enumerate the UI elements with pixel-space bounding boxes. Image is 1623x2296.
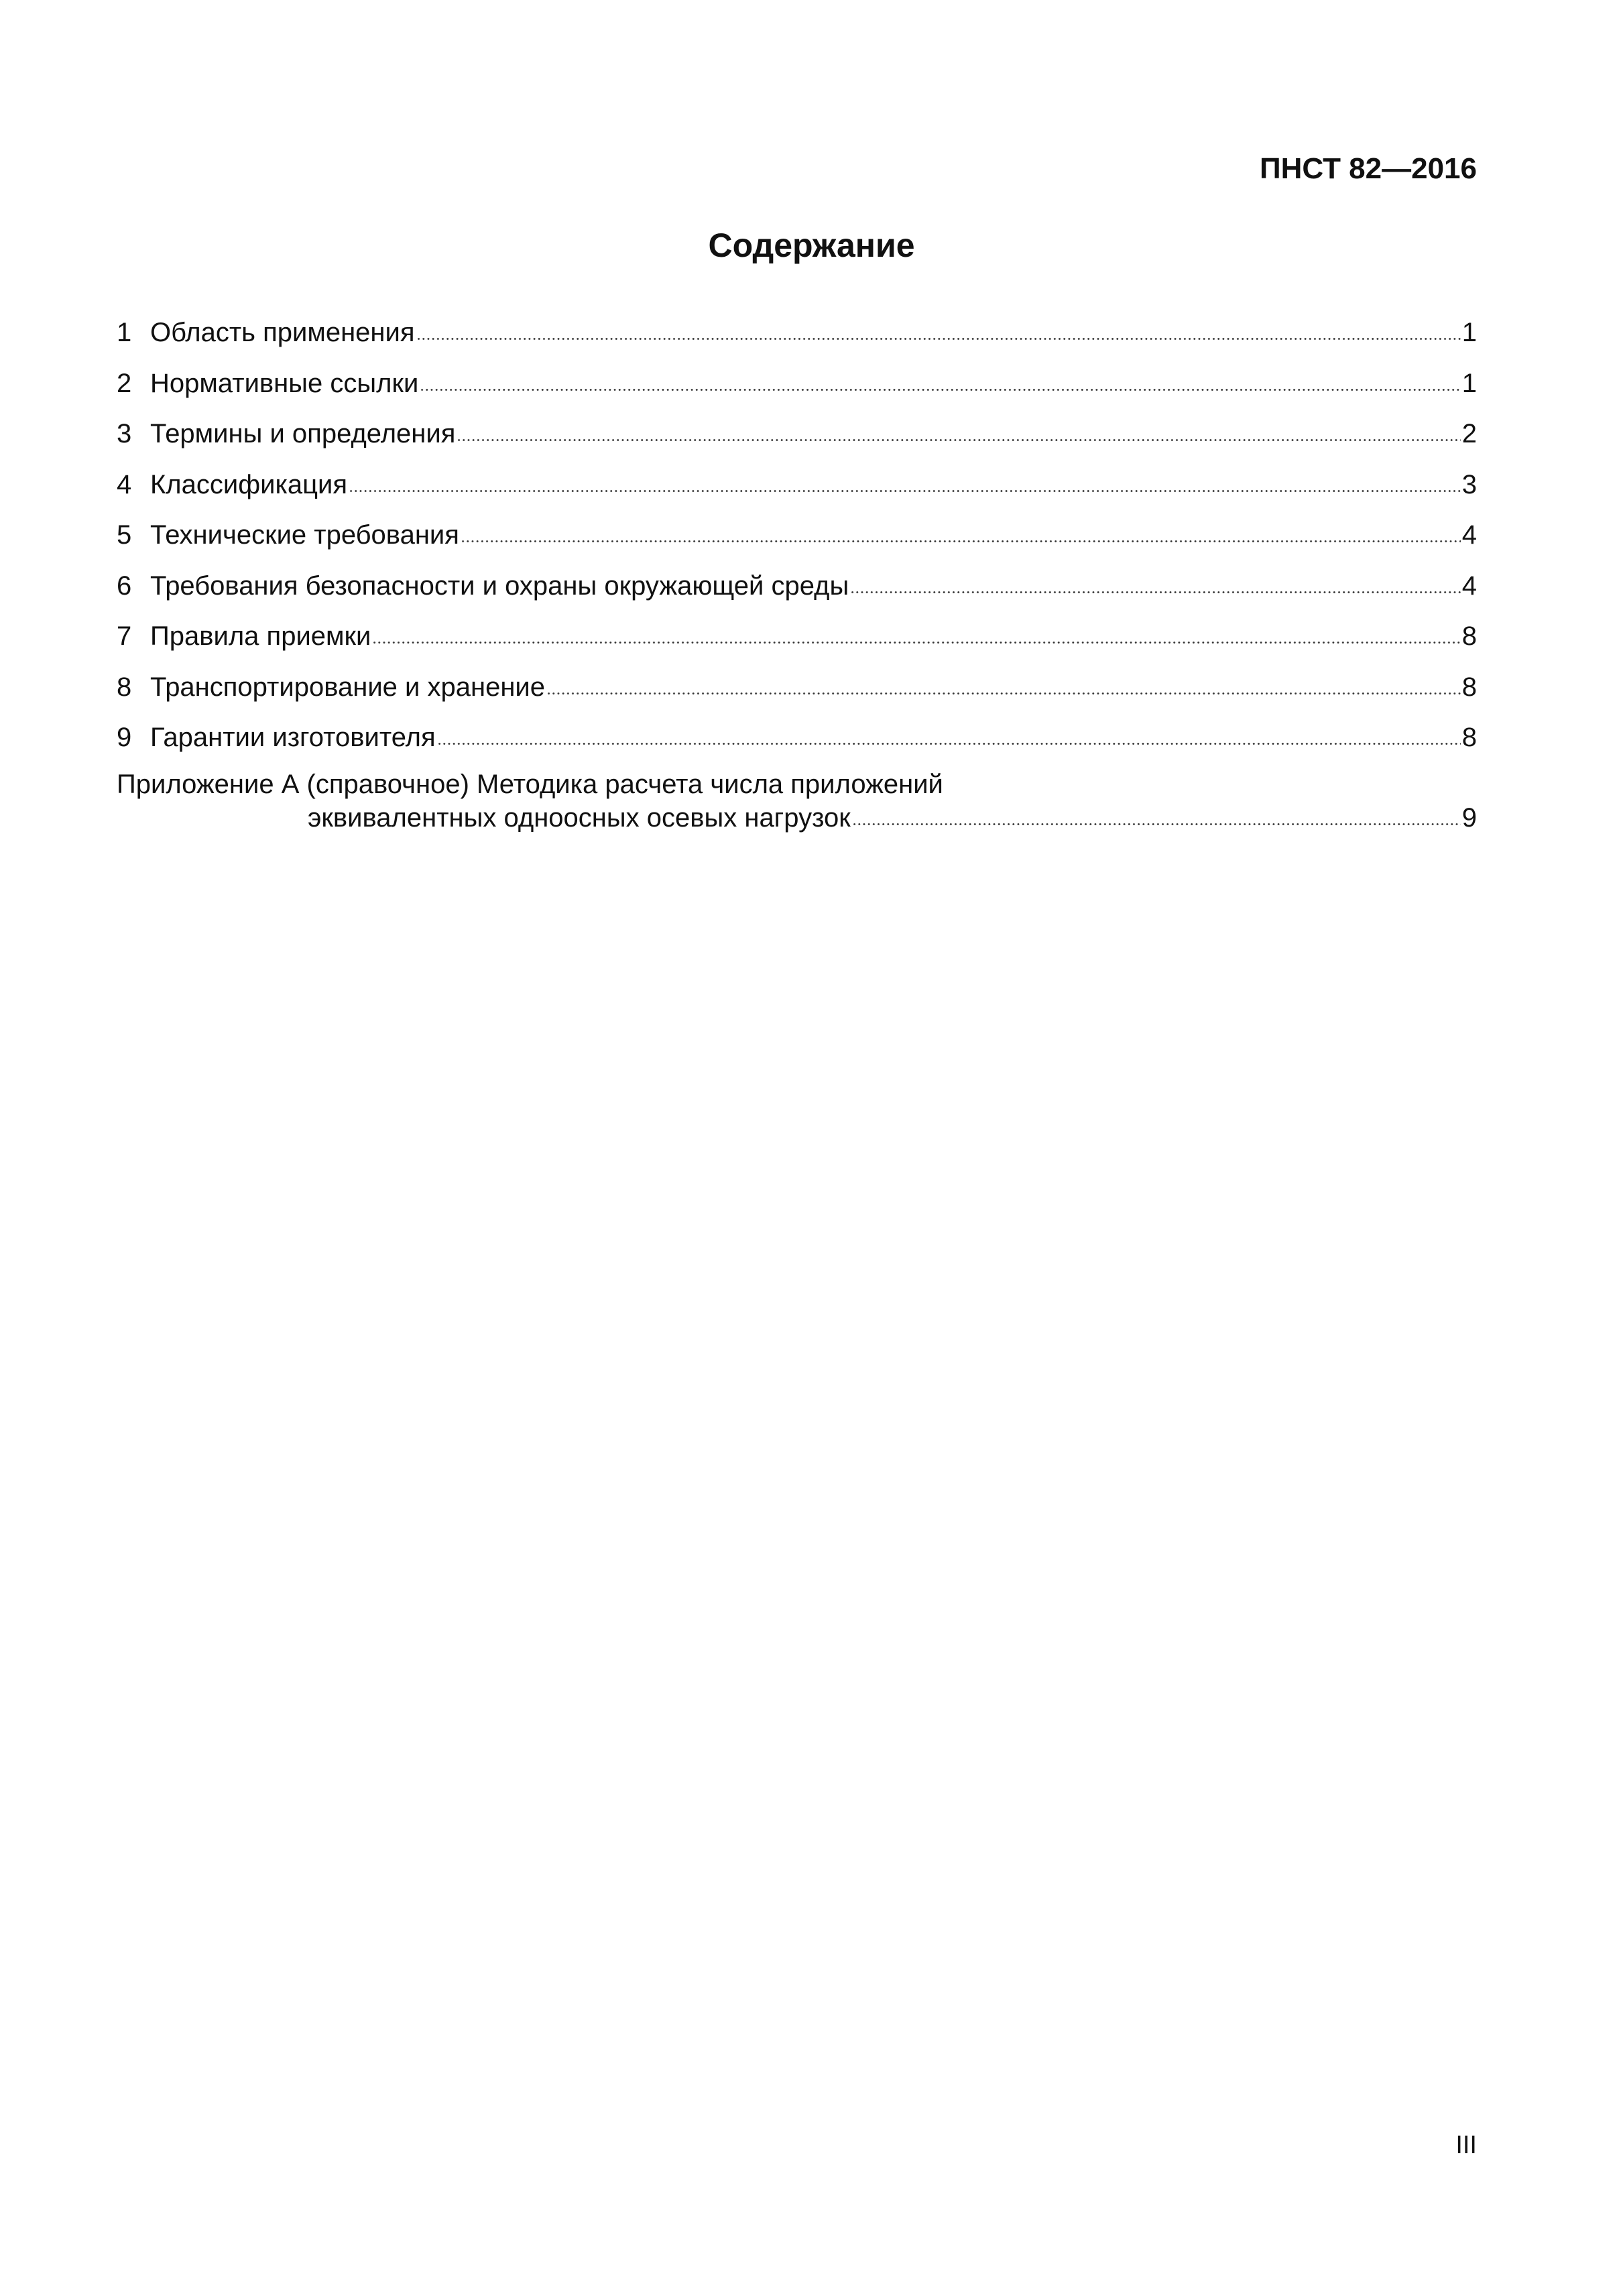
dot-leader — [850, 568, 1461, 595]
toc-entry-title: Технические требования — [150, 520, 459, 550]
toc-annex-entry[interactable] — [117, 770, 1477, 833]
toc-entry-page: 4 — [1461, 520, 1477, 550]
toc-entry-number: 2 — [117, 368, 132, 398]
toc-annex-title-line1: Приложение А (справочное) Методика расчета числа приложений — [117, 770, 943, 799]
toc-entry-title: Транспортирование и хранение — [150, 672, 546, 702]
dot-leader — [420, 365, 1460, 392]
toc-entry-number: 6 — [117, 570, 132, 601]
toc-entry[interactable] — [117, 668, 1477, 719]
toc-entry-number: 7 — [117, 621, 132, 651]
toc-entry-number: 5 — [117, 520, 132, 550]
toc-entry[interactable] — [117, 365, 1477, 416]
toc-annex-title-line2: эквивалентных одноосных осевых нагрузок — [308, 803, 851, 833]
toc-entry-title: Классификация — [150, 469, 348, 499]
dot-leader — [372, 618, 1460, 645]
document-code: ПНСТ 82—2016 — [1259, 152, 1477, 185]
toc-entry-title: Область применения — [150, 318, 415, 347]
dot-leader — [852, 800, 1461, 827]
dot-leader — [416, 314, 1461, 341]
toc-entry-number: 9 — [117, 723, 132, 752]
dot-leader — [461, 517, 1461, 544]
toc-annex-page: 9 — [1461, 803, 1477, 833]
toc-entry-page: 8 — [1461, 621, 1477, 651]
toc-entry[interactable] — [117, 314, 1477, 365]
toc-entry-page: 8 — [1461, 672, 1477, 702]
toc-entry-number: 1 — [117, 318, 132, 347]
dot-leader — [437, 719, 1461, 746]
toc-entry-number: 3 — [117, 419, 132, 448]
page-number: III — [1455, 2131, 1477, 2159]
toc-entry[interactable] — [117, 466, 1477, 517]
dot-leader — [546, 669, 1461, 696]
toc-entry-title: Требования безопасности и охраны окружающей среды — [150, 570, 849, 601]
table-of-contents — [117, 314, 1477, 770]
toc-entry-title: Гарантии изготовителя — [150, 723, 436, 752]
toc-title: Содержание — [708, 227, 915, 264]
toc-entry-page: 1 — [1461, 368, 1477, 398]
toc-entry-page: 3 — [1461, 469, 1477, 499]
toc-entry[interactable] — [117, 617, 1477, 668]
toc-entry[interactable] — [117, 415, 1477, 466]
toc-entry[interactable] — [117, 567, 1477, 618]
toc-entry-number: 4 — [117, 469, 132, 499]
toc-entry-page: 4 — [1461, 570, 1477, 601]
dot-leader — [457, 416, 1460, 442]
toc-entry-page: 1 — [1461, 318, 1477, 347]
toc-entry[interactable] — [117, 719, 1477, 770]
toc-entry-page: 8 — [1461, 723, 1477, 752]
toc-entry-title: Нормативные ссылки — [150, 368, 419, 398]
toc-annex-line2 — [117, 800, 1477, 833]
dot-leader — [349, 467, 1461, 493]
toc-entry-title: Термины и определения — [150, 419, 456, 448]
toc-entry-number: 8 — [117, 672, 132, 702]
toc-entry-title: Правила приемки — [150, 621, 371, 651]
toc-entry-page: 2 — [1461, 419, 1477, 448]
toc-entry[interactable] — [117, 516, 1477, 567]
